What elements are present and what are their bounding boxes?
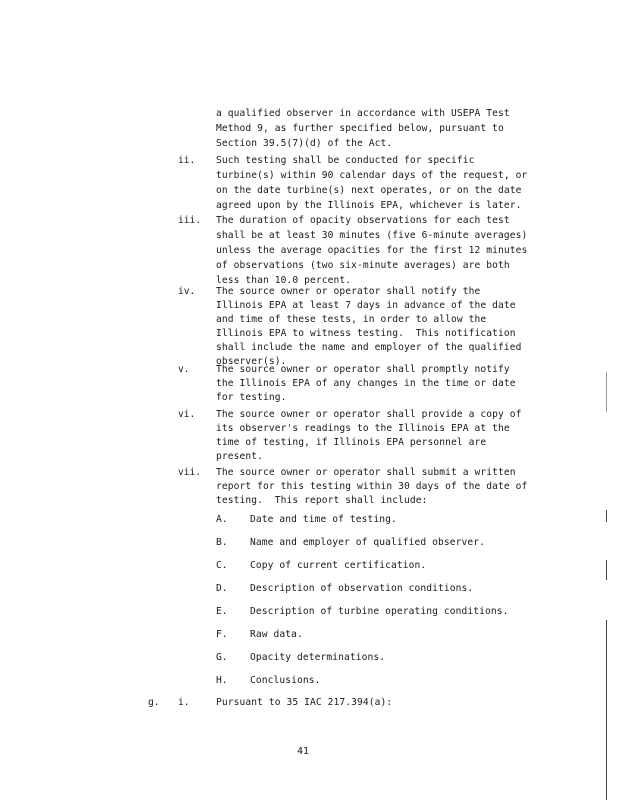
subitem-letter: C.	[216, 560, 228, 571]
item-line: the Illinois EPA of any changes in the time or date	[216, 378, 516, 389]
item-line: turbine(s) within 90 calendar days of the request, or	[216, 170, 528, 181]
item-line: Illinois EPA at least 7 days in advance of the date	[216, 300, 516, 311]
item-line: present.	[216, 451, 264, 462]
subitem-text: Description of turbine operating conditions.	[250, 606, 509, 617]
intro-line: Section 39.5(7)(d) of the Act.	[216, 138, 393, 149]
subitem-letter: G.	[216, 652, 228, 663]
item-line: The source owner or operator shall promptly notify	[216, 364, 510, 375]
scan-edge-mark	[606, 372, 607, 412]
scan-edge-mark	[606, 510, 607, 522]
subitem-text: Opacity determinations.	[250, 652, 386, 663]
item-line: of observations (two six-minute averages) are both	[216, 260, 510, 271]
item-line: testing. This report shall include:	[216, 495, 428, 506]
item-line: unless the average opacities for the first 12 minutes	[216, 245, 528, 256]
item-line: agreed upon by the Illinois EPA, whichever is later.	[216, 200, 522, 211]
item-number: iv.	[178, 286, 196, 297]
item-line: for testing.	[216, 392, 287, 403]
subitem-text: Description of observation conditions.	[250, 583, 474, 594]
item-line: The duration of opacity observations for each test	[216, 215, 510, 226]
item-line: Such testing shall be conducted for specific	[216, 155, 475, 166]
item-line: The source owner or operator shall notify the	[216, 286, 481, 297]
scan-edge-mark	[606, 620, 607, 800]
item-number: ii.	[178, 155, 196, 166]
item-line: report for this testing within 30 days of the date of	[216, 481, 528, 492]
item-line: on the date turbine(s) next operates, or on the date	[216, 185, 522, 196]
item-line: less than 10.0 percent.	[216, 275, 352, 286]
scan-edge-mark	[606, 560, 607, 580]
item-number: v.	[178, 364, 190, 375]
section-letter: g.	[148, 697, 160, 708]
item-line: The source owner or operator shall submit a written	[216, 467, 516, 478]
item-number: vii.	[178, 467, 202, 478]
item-number: vi.	[178, 409, 196, 420]
item-line: observer(s).	[216, 356, 287, 367]
page-number: 41	[297, 746, 310, 757]
subitem-text: Conclusions.	[250, 675, 321, 686]
subitem-text: Date and time of testing.	[250, 514, 397, 525]
item-number: i.	[178, 697, 190, 708]
subitem-letter: E.	[216, 606, 228, 617]
item-line: shall be at least 30 minutes (five 6-minute averages)	[216, 230, 528, 241]
item-line: Illinois EPA to witness testing. This notification	[216, 328, 516, 339]
item-line: and time of these tests, in order to allow the	[216, 314, 487, 325]
intro-line: Method 9, as further specified below, pursuant to	[216, 123, 504, 134]
subitem-text: Name and employer of qualified observer.	[250, 537, 486, 548]
intro-line: a qualified observer in accordance with USEPA Test	[216, 108, 510, 119]
item-line: time of testing, if Illinois EPA personnel are	[216, 437, 487, 448]
subitem-text: Raw data.	[250, 629, 303, 640]
item-line: shall include the name and employer of the qualified	[216, 342, 522, 353]
subitem-letter: F.	[216, 629, 228, 640]
subitem-letter: A.	[216, 514, 228, 525]
item-number: iii.	[178, 215, 202, 226]
subitem-letter: D.	[216, 583, 228, 594]
item-line: The source owner or operator shall provide a copy of	[216, 409, 522, 420]
subitem-letter: B.	[216, 537, 228, 548]
subitem-letter: H.	[216, 675, 228, 686]
item-line: its observer's readings to the Illinois EPA at the	[216, 423, 510, 434]
final-clause: Pursuant to 35 IAC 217.394(a):	[216, 697, 393, 708]
subitem-text: Copy of current certification.	[250, 560, 427, 571]
